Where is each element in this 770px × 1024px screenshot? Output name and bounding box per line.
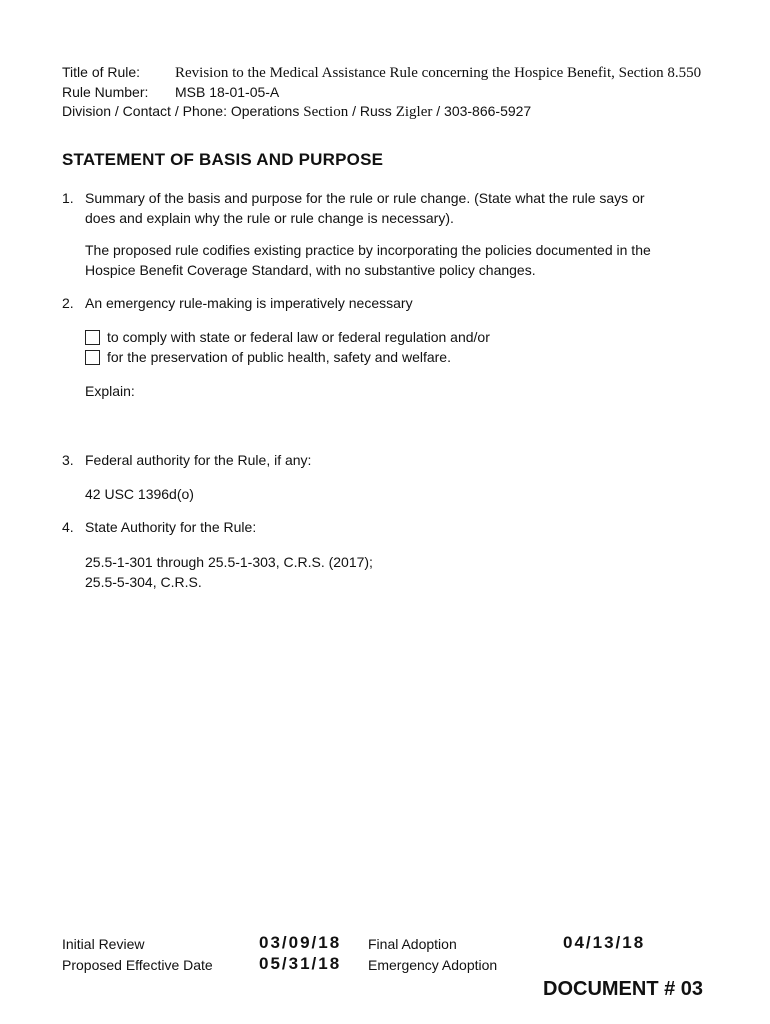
item-1 <box>62 188 712 228</box>
item-4-text: State Authority for the Rule: <box>85 519 257 535</box>
checkbox-row-public-health <box>85 347 451 367</box>
item-1-line1: Summary of the basis and purpose for the rule or rule change. (State what the rule says or <box>85 190 645 206</box>
item-1-number: 1. <box>62 190 74 206</box>
division-contact-name: Zigler <box>395 104 433 120</box>
state-authority-line1: 25.5-1-301 through 25.5-1-303, C.R.S. (2017); <box>85 554 373 570</box>
title-of-rule-label: Title of Rule: <box>62 64 141 80</box>
explain-label: Explain: <box>85 383 135 399</box>
division-mid: / Russ <box>348 103 396 119</box>
public-health-label: for the preservation of public health, safety and welfare. <box>107 349 451 365</box>
emergency-adoption-label: Emergency Adoption <box>368 957 498 973</box>
item-2 <box>62 293 712 313</box>
proposed-effective-date-label: Proposed Effective Date <box>62 957 213 973</box>
initial-review-label: Initial Review <box>62 936 145 952</box>
state-authority-line2: 25.5-5-304, C.R.S. <box>85 574 202 590</box>
item-3-number: 3. <box>62 452 74 468</box>
item-1-answer-line2: Hospice Benefit Coverage Standard, with no substantive policy changes. <box>85 262 536 278</box>
rule-number-row <box>62 83 701 102</box>
proposed-effective-date: 05/31/18 <box>259 954 342 973</box>
initial-review-date: 03/09/18 <box>259 933 342 952</box>
item-1-answer-line1: The proposed rule codifies existing practice by incorporating the policies documented in the <box>85 242 651 258</box>
item-1-line2: does and explain why the rule or rule change is necessary). <box>85 210 454 226</box>
division-phone: / 303-866-5927 <box>432 103 532 119</box>
item-1-answer <box>85 240 715 280</box>
rule-header <box>62 63 701 122</box>
state-authority-value <box>85 552 715 592</box>
rule-number-value: MSB 18-01-05-A <box>175 84 280 100</box>
division-prefix: Division / Contact / Phone: Operations <box>62 103 304 119</box>
item-4-number: 4. <box>62 519 74 535</box>
final-adoption-label: Final Adoption <box>368 936 457 952</box>
item-2-text: An emergency rule-making is imperatively necessary <box>85 295 413 311</box>
final-adoption-date: 04/13/18 <box>563 933 646 952</box>
public-health-checkbox[interactable] <box>85 350 100 365</box>
title-of-rule-row <box>62 63 701 83</box>
item-4 <box>62 517 712 537</box>
item-3 <box>62 450 712 470</box>
division-contact-row <box>62 102 701 122</box>
document-number: DOCUMENT # 03 <box>543 978 704 1000</box>
item-3-text: Federal authority for the Rule, if any: <box>85 452 312 468</box>
law-compliance-checkbox[interactable] <box>85 330 100 345</box>
rule-number-label: Rule Number: <box>62 84 149 100</box>
statement-title: STATEMENT OF BASIS AND PURPOSE <box>62 150 384 169</box>
item-2-number: 2. <box>62 295 74 311</box>
federal-authority-value: 42 USC 1396d(o) <box>85 486 194 502</box>
law-compliance-label: to comply with state or federal law or federal regulation and/or <box>107 329 490 345</box>
title-of-rule-value: Revision to the Medical Assistance Rule concerning the Hospice Benefit, Section 8.550 <box>175 65 702 81</box>
division-section: Section <box>303 104 349 120</box>
checkbox-row-law <box>85 327 490 347</box>
